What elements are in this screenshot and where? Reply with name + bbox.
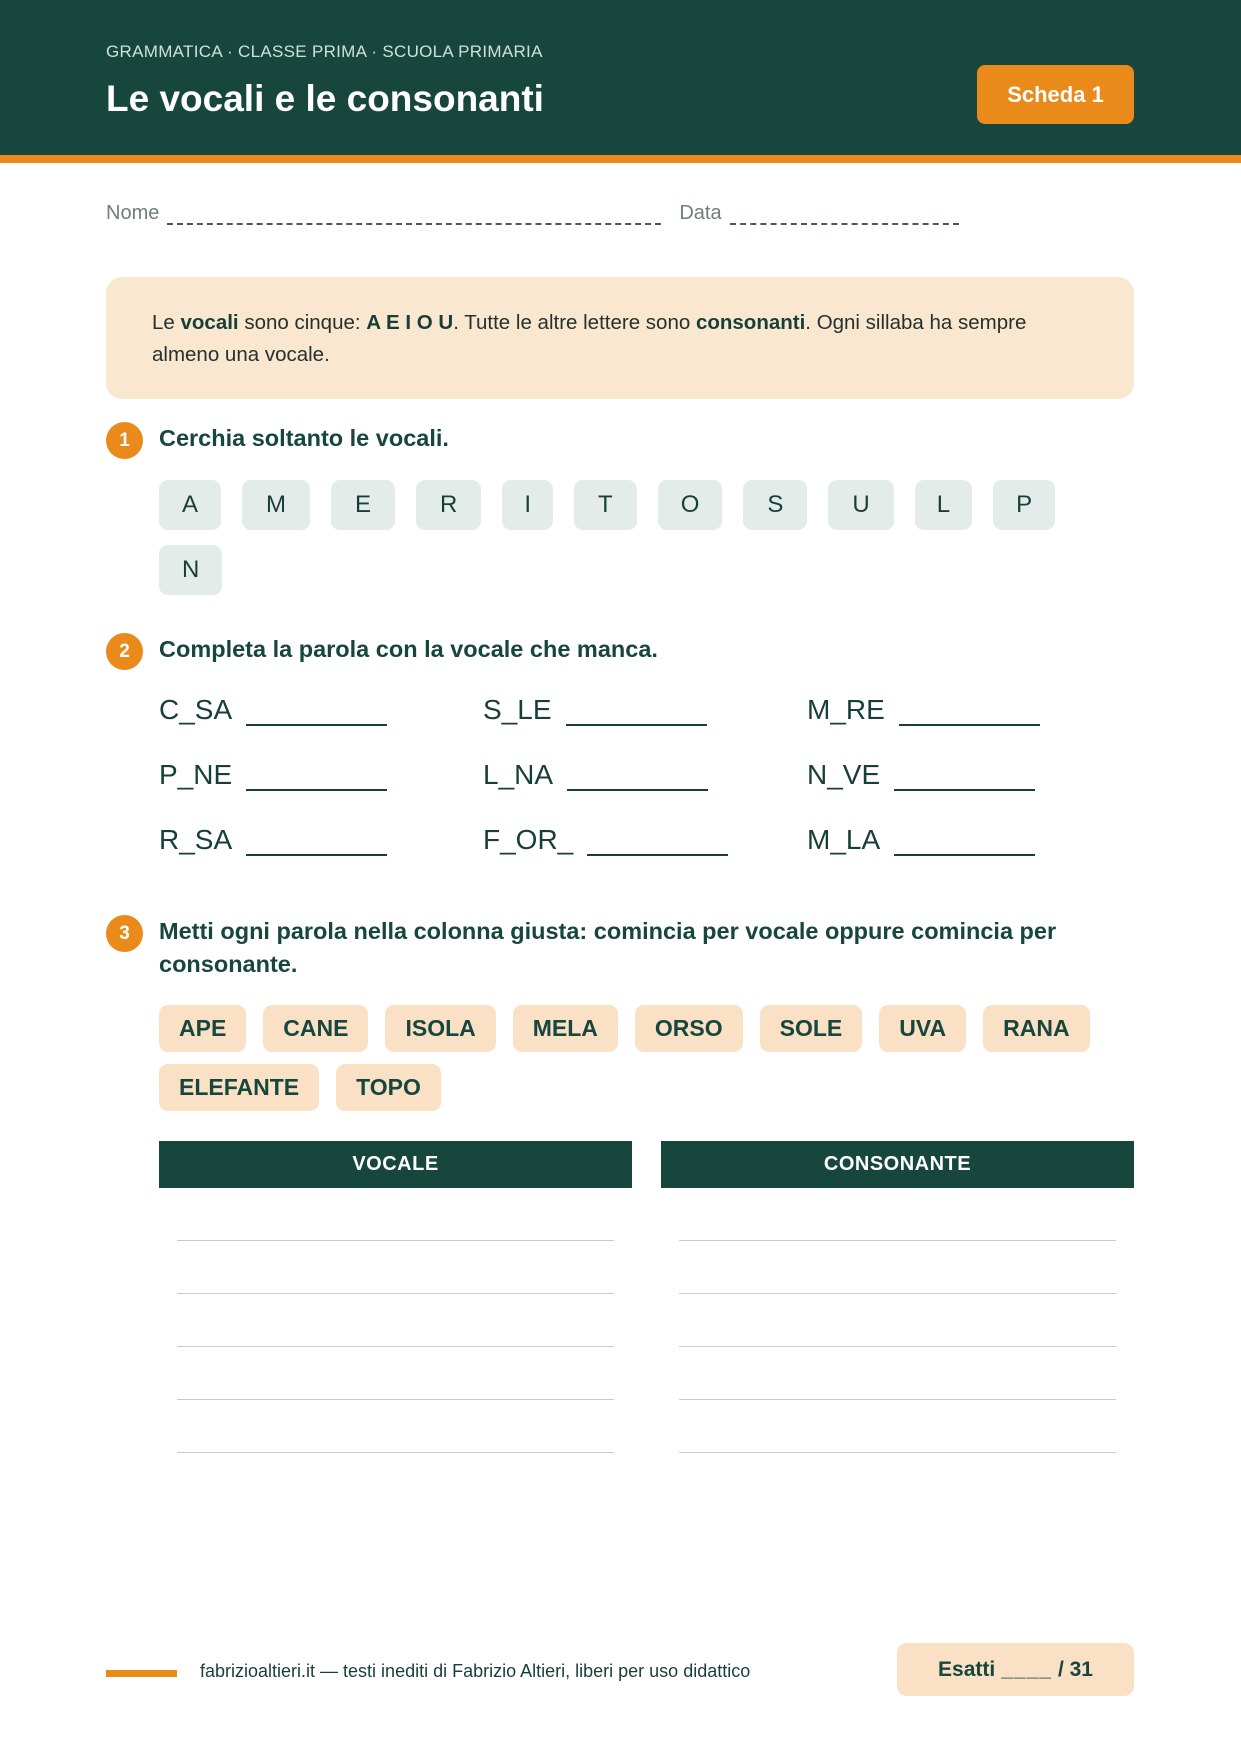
info-bold-vowels: A E I O U xyxy=(366,311,454,334)
answer-line[interactable] xyxy=(894,828,1035,856)
answer-line[interactable] xyxy=(587,828,728,856)
name-field[interactable] xyxy=(106,202,661,225)
footer-accent-bar xyxy=(106,1670,177,1677)
word-text: S_LE xyxy=(483,694,552,725)
word-item xyxy=(807,818,1119,856)
word-chips xyxy=(159,1005,1119,1123)
question-3 xyxy=(106,915,1119,981)
letter-tile[interactable]: U xyxy=(828,480,893,530)
word-text: R_SA xyxy=(159,824,233,855)
word-text: P_NE xyxy=(159,759,233,790)
name-line[interactable] xyxy=(167,203,661,225)
letter-grid xyxy=(159,480,1119,610)
word-item xyxy=(807,753,1119,791)
answer-line[interactable] xyxy=(899,698,1040,726)
word-item xyxy=(159,818,483,856)
question-number: 1 xyxy=(106,422,143,459)
writing-line[interactable] xyxy=(177,1347,614,1400)
info-bold-vocali: vocali xyxy=(180,311,239,334)
column-header: VOCALE xyxy=(159,1141,632,1188)
score-blank[interactable]: ____ xyxy=(1001,1657,1052,1681)
info-bold-consonanti: consonanti xyxy=(695,311,806,334)
column-vocale xyxy=(159,1141,632,1453)
word-chip[interactable]: MELA xyxy=(513,1005,618,1052)
word-text: F_OR_ xyxy=(483,824,574,855)
score-label: Esatti xyxy=(938,1657,996,1681)
date-label: Data xyxy=(679,202,722,224)
question-2 xyxy=(106,633,658,670)
info-text: . Ogni sillaba ha sempre almeno una vocale. xyxy=(152,311,1027,366)
page-header xyxy=(0,0,1241,155)
info-text: . Tutte le altre lettere sono xyxy=(453,311,696,334)
column-lines xyxy=(661,1188,1134,1453)
word-text: N_VE xyxy=(807,759,881,790)
answer-line[interactable] xyxy=(567,763,708,791)
score-total: / 31 xyxy=(1057,1657,1093,1681)
word-text: M_LA xyxy=(807,824,881,855)
word-chip[interactable]: TOPO xyxy=(336,1064,441,1111)
page-subtitle: GRAMMATICA · CLASSE PRIMA · SCUOLA PRIMARIA xyxy=(106,42,543,61)
writing-line[interactable] xyxy=(679,1400,1116,1453)
answer-line[interactable] xyxy=(894,763,1035,791)
answer-line[interactable] xyxy=(246,828,387,856)
word-text: C_SA xyxy=(159,694,233,725)
letter-tile[interactable]: P xyxy=(993,480,1055,530)
word-text: L_NA xyxy=(483,759,554,790)
word-chip[interactable]: ISOLA xyxy=(385,1005,495,1052)
writing-line[interactable] xyxy=(177,1400,614,1453)
letter-tile[interactable]: A xyxy=(159,480,221,530)
word-item xyxy=(807,688,1119,726)
word-chip[interactable]: ORSO xyxy=(635,1005,743,1052)
answer-line[interactable] xyxy=(246,698,387,726)
worksheet-badge: Scheda 1 xyxy=(977,65,1134,124)
letter-tile[interactable]: I xyxy=(502,480,553,530)
word-chip[interactable]: RANA xyxy=(983,1005,1089,1052)
letter-tile[interactable]: R xyxy=(416,480,481,530)
name-date-row xyxy=(106,202,959,225)
question-1 xyxy=(106,422,449,459)
letter-tile[interactable]: N xyxy=(159,545,222,595)
letter-tile[interactable]: O xyxy=(658,480,723,530)
letter-tile[interactable]: E xyxy=(331,480,395,530)
word-chip[interactable]: UVA xyxy=(879,1005,966,1052)
question-text: Cerchia soltanto le vocali. xyxy=(159,425,449,451)
date-line[interactable] xyxy=(730,203,959,225)
column-consonante xyxy=(661,1141,1134,1453)
column-lines xyxy=(159,1188,632,1453)
letter-tile[interactable]: T xyxy=(574,480,637,530)
footer-credit: fabrizioaltieri.it — testi inediti di Fabrizio Altieri, liberi per uso didattico xyxy=(200,1661,751,1681)
question-text: Metti ogni parola nella colonna giusta: comincia per vocale oppure comincia per consonante. xyxy=(159,918,1057,977)
question-number: 3 xyxy=(106,915,143,952)
column-header: CONSONANTE xyxy=(661,1141,1134,1188)
word-item xyxy=(159,753,483,791)
word-chip[interactable]: ELEFANTE xyxy=(159,1064,319,1111)
writing-line[interactable] xyxy=(679,1294,1116,1347)
question-text: Completa la parola con la vocale che manca. xyxy=(159,636,658,662)
word-item xyxy=(483,688,807,726)
word-item xyxy=(483,818,807,856)
letter-tile[interactable]: M xyxy=(242,480,310,530)
score-box xyxy=(897,1643,1134,1696)
writing-line[interactable] xyxy=(679,1241,1116,1294)
name-label: Nome xyxy=(106,202,160,224)
word-item xyxy=(159,688,483,726)
writing-line[interactable] xyxy=(177,1241,614,1294)
writing-line[interactable] xyxy=(177,1188,614,1241)
writing-line[interactable] xyxy=(679,1188,1116,1241)
info-text: sono cinque: xyxy=(238,311,367,334)
page-title: Le vocali e le consonanti xyxy=(106,78,544,119)
info-box xyxy=(106,277,1134,399)
word-exercise-grid xyxy=(159,688,1119,856)
word-chip[interactable]: SOLE xyxy=(760,1005,863,1052)
letter-tile[interactable]: S xyxy=(743,480,807,530)
question-number: 2 xyxy=(106,633,143,670)
word-chip[interactable]: APE xyxy=(159,1005,246,1052)
writing-line[interactable] xyxy=(177,1294,614,1347)
word-item xyxy=(483,753,807,791)
header-accent-bar xyxy=(0,155,1241,163)
letter-tile[interactable]: L xyxy=(915,480,972,530)
date-field[interactable] xyxy=(679,202,958,225)
answer-line[interactable] xyxy=(246,763,387,791)
writing-line[interactable] xyxy=(679,1347,1116,1400)
word-chip[interactable]: CANE xyxy=(263,1005,368,1052)
word-text: M_RE xyxy=(807,694,885,725)
info-text: Le xyxy=(152,311,181,334)
answer-line[interactable] xyxy=(566,698,707,726)
